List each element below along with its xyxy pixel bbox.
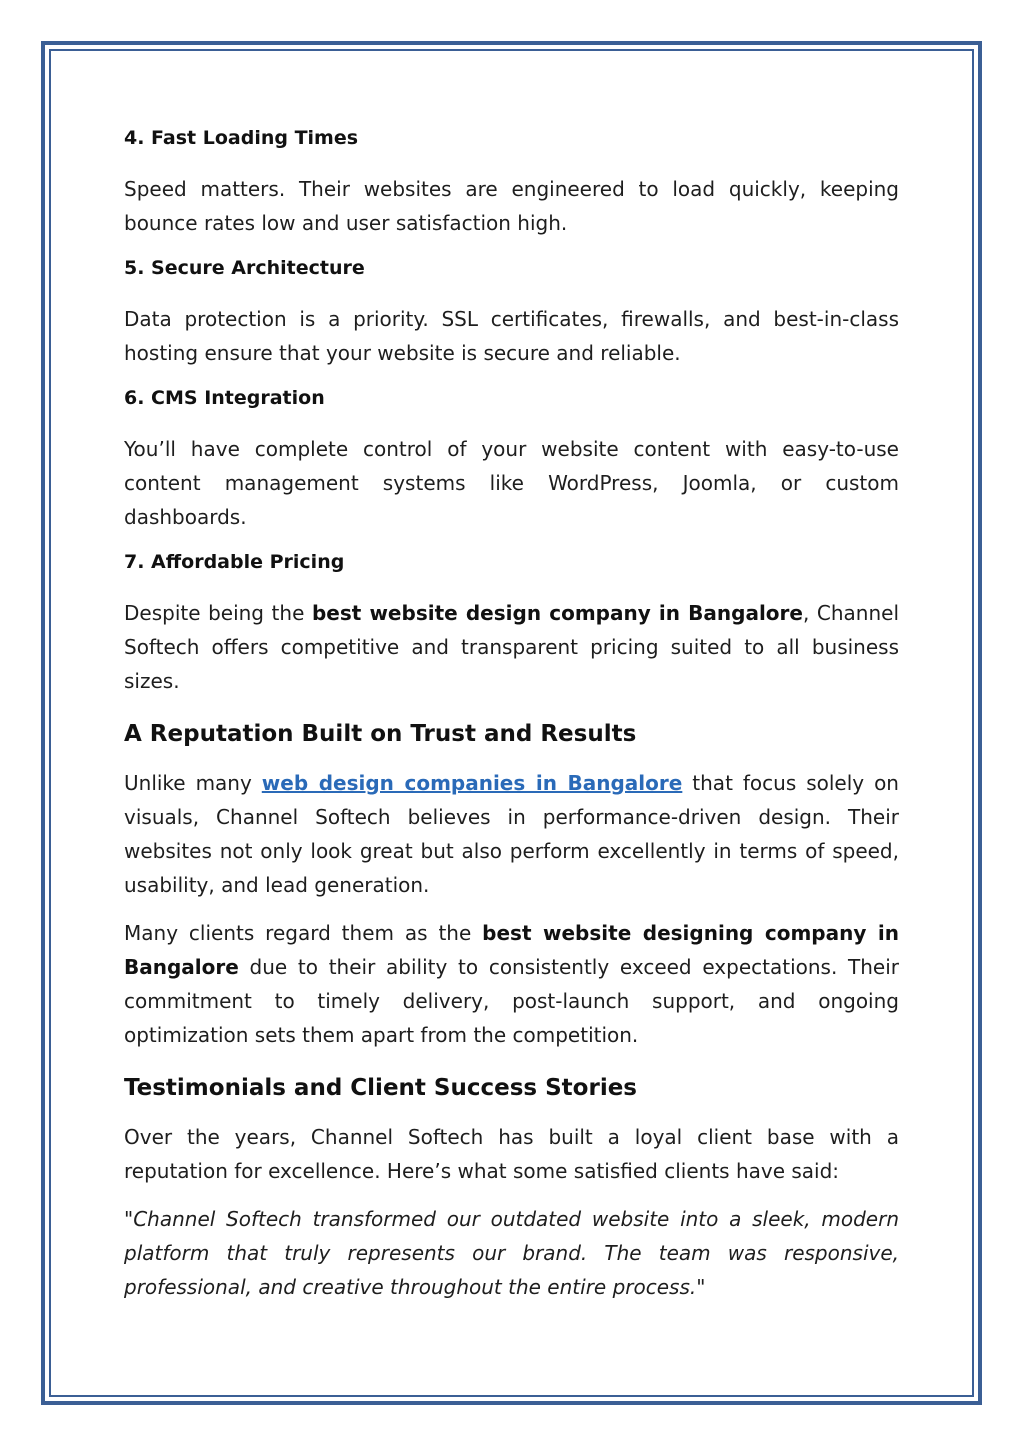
pricing-text-before: Despite being the — [124, 601, 312, 625]
heading-fast-loading: 4. Fast Loading Times — [124, 127, 359, 149]
document-body — [124, 124, 899, 1318]
paragraph-secure-architecture: Data protection is a priority. SSL certificates, firewalls, and best-in-class hosting ensure that your website is secure and reliable. — [124, 307, 899, 365]
paragraph-cms-integration: You’ll have complete control of your website content with easy-to-use content management systems like WordPress, Joomla, or custom dashboards. — [124, 437, 899, 529]
paragraph-reputation-1 — [124, 766, 899, 902]
web-design-companies-link[interactable]: web design companies in Bangalore — [261, 771, 683, 795]
reputation-p2-before: Many clients regard them as the — [124, 921, 483, 945]
heading-reputation: A Reputation Built on Trust and Results — [124, 721, 637, 747]
testimonial-quote: "Channel Softech transformed our outdated website into a sleek, modern platform that truly represents our brand. The team was responsive, professional, and creative throughout the entire process." — [124, 1207, 899, 1299]
heading-cms-integration: 6. CMS Integration — [124, 387, 325, 409]
pricing-bold-phrase: best website design company in Bangalore — [311, 601, 803, 625]
reputation-bold-phrase: best website designing company in Bangalore — [124, 921, 899, 979]
reputation-p1-after: that focus solely on visuals, Channel Softech believes in performance-driven design. Their websites not only look great but also perform excellently in terms of speed, usability, and lead generation. — [124, 771, 899, 897]
heading-secure-architecture: 5. Secure Architecture — [124, 257, 365, 279]
paragraph-testimonials-intro: Over the years, Channel Softech has built a loyal client base with a reputation for excellence. Here’s what some satisfied clients have said: — [124, 1125, 899, 1183]
heading-testimonials: Testimonials and Client Success Stories — [124, 1075, 637, 1101]
paragraph-reputation-2 — [124, 916, 899, 1052]
paragraph-fast-loading: Speed matters. Their websites are engineered to load quickly, keeping bounce rates low and user satisfaction high. — [124, 177, 899, 235]
reputation-p1-before: Unlike many — [124, 771, 262, 795]
pricing-text-after: , Channel Softech offers competitive and transparent pricing suited to all business sizes. — [124, 601, 900, 693]
paragraph-affordable-pricing — [124, 596, 899, 698]
heading-affordable-pricing: 7. Affordable Pricing — [124, 551, 345, 573]
reputation-p2-after: due to their ability to consistently exceed expectations. Their commitment to timely delivery, post-launch support, and ongoing optimization sets them apart from the competition. — [124, 955, 899, 1047]
